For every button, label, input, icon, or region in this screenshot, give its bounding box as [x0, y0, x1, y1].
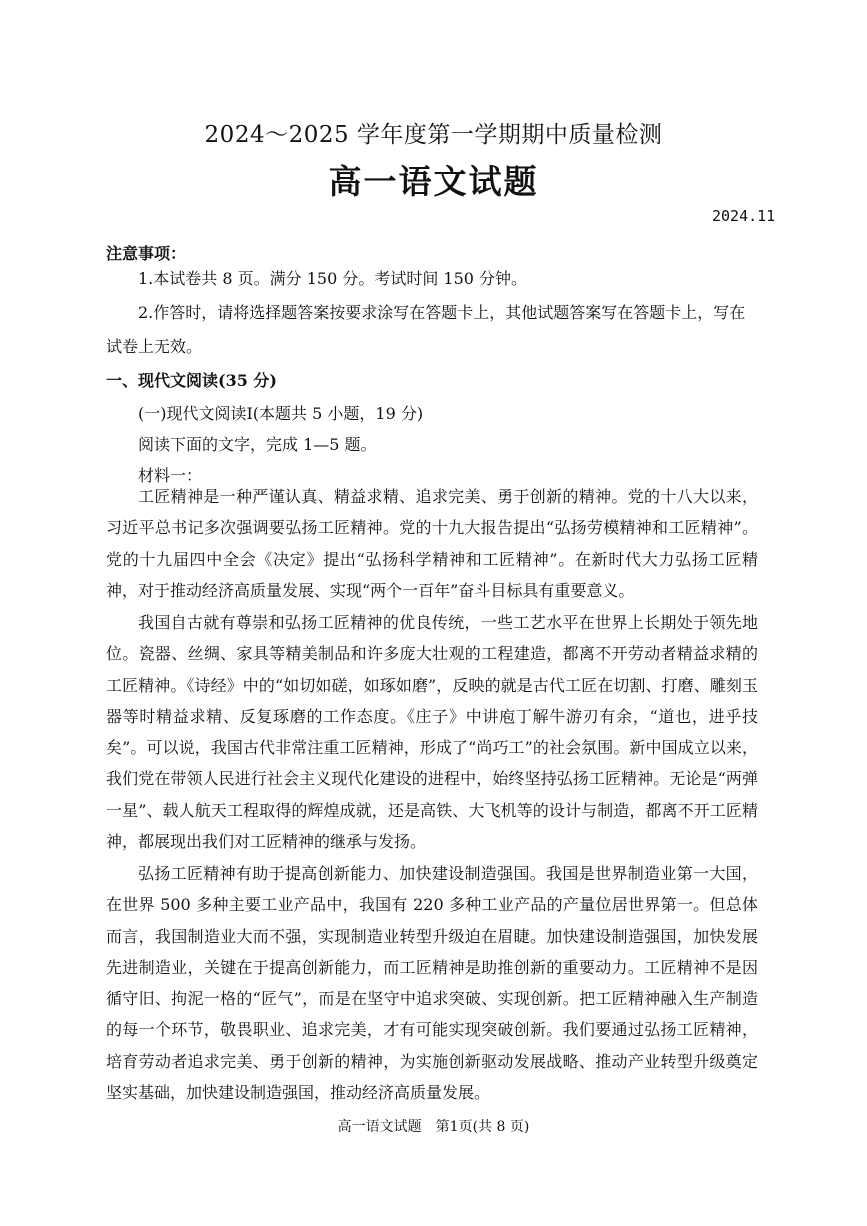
material-label: 材料一：	[138, 466, 203, 485]
notice-item: 2.作答时，请将选择题答案按要求涂写在答题卡上，其他试题答案写在答题卡上，写在试卷上无效。	[106, 303, 746, 356]
notice-item: 1.本试卷共 8 页。满分 150 分。考试时间 150 分钟。	[138, 269, 528, 288]
page-footer: 高一语文试题 第1页(共 8 页)	[337, 1119, 530, 1135]
notice-heading: 注意事项：	[106, 244, 187, 263]
subsection-heading: (一)现代文阅读Ⅰ(本题共 5 小题，19 分)	[138, 404, 424, 423]
page-title: 高一语文试题	[328, 162, 539, 201]
exam-date: 2024.11	[712, 207, 776, 225]
body-paragraph: 工匠精神是一种严谨认真、精益求精、追求完美、勇于创新的精神。党的十八大以来，习近平总书记多次强调要弘扬工匠精神。党的十九大报告提出“弘扬劳模精神和工匠精神”。党的十九届四中全会《决定》提出“弘扬科学精神和工匠精神”。在新时代大力弘扬工匠精神，对于推动经济高质量发展、实现“两个一百年”奋斗目标具有重要意义。	[106, 487, 758, 600]
body-paragraph: 我国自古就有尊崇和弘扬工匠精神的优良传统，一些工艺水平在世界上长期处于领先地位。瓷器、丝绸、家具等精美制品和许多庞大壮观的工程建造，都离不开劳动者精益求精的工匠精神。《诗经》中的“如切如磋，如琢如磨”，反映的就是古代工匠在切割、打磨、雕刻玉器等时精益求精、反复琢磨的工作态度。《庄子》中讲庖丁解牛游刃有余，“道也，进乎技矣”。可以说，我国古代非常注重工匠精神，形成了“尚巧工”的社会氛围。新中国成立以来，我们党在带领人民进行社会主义现代化建设的进程中，始终坚持弘扬工匠精神。无论是“两弹一星”、载人航天工程取得的辉煌成就，还是高铁、大飞机等的设计与制造，都离不开工匠精神，都展现出我们对工匠精神的继承与发扬。	[106, 613, 758, 852]
section-heading: 一、现代文阅读(35 分)	[106, 371, 277, 390]
reading-instruction: 阅读下面的文字，完成 1—5 题。	[138, 435, 377, 454]
exam-term-line: 2024～2025 学年度第一学期期中质量检测	[204, 122, 663, 148]
body-paragraph: 弘扬工匠精神有助于提高创新能力、加快建设制造强国。我国是世界制造业第一大国，在世界 500 多种主要工业产品中，我国有 220 多种工业产品的产量位居世界第一。但总体而言，我国制造业大而不强，实现制造业转型升级迫在眉睫。加快建设制造强国，加快发展先进制造业，关键在于提高创新能力，而工匠精神是助推创新的重要动力。工匠精神不是因循守旧、拘泥一格的“匠气”，而是在坚守中追求突破、实现创新。把工匠精神融入生产制造的每一个环节，敬畏职业、追求完美，才有可能实现突破创新。我们要通过弘扬工匠精神，培育劳动者追求完美、勇于创新的精神，为实施创新驱动发展战略、推动产业转型升级奠定坚实基础，加快建设制造强国，推动经济高质量发展。	[106, 864, 758, 1103]
